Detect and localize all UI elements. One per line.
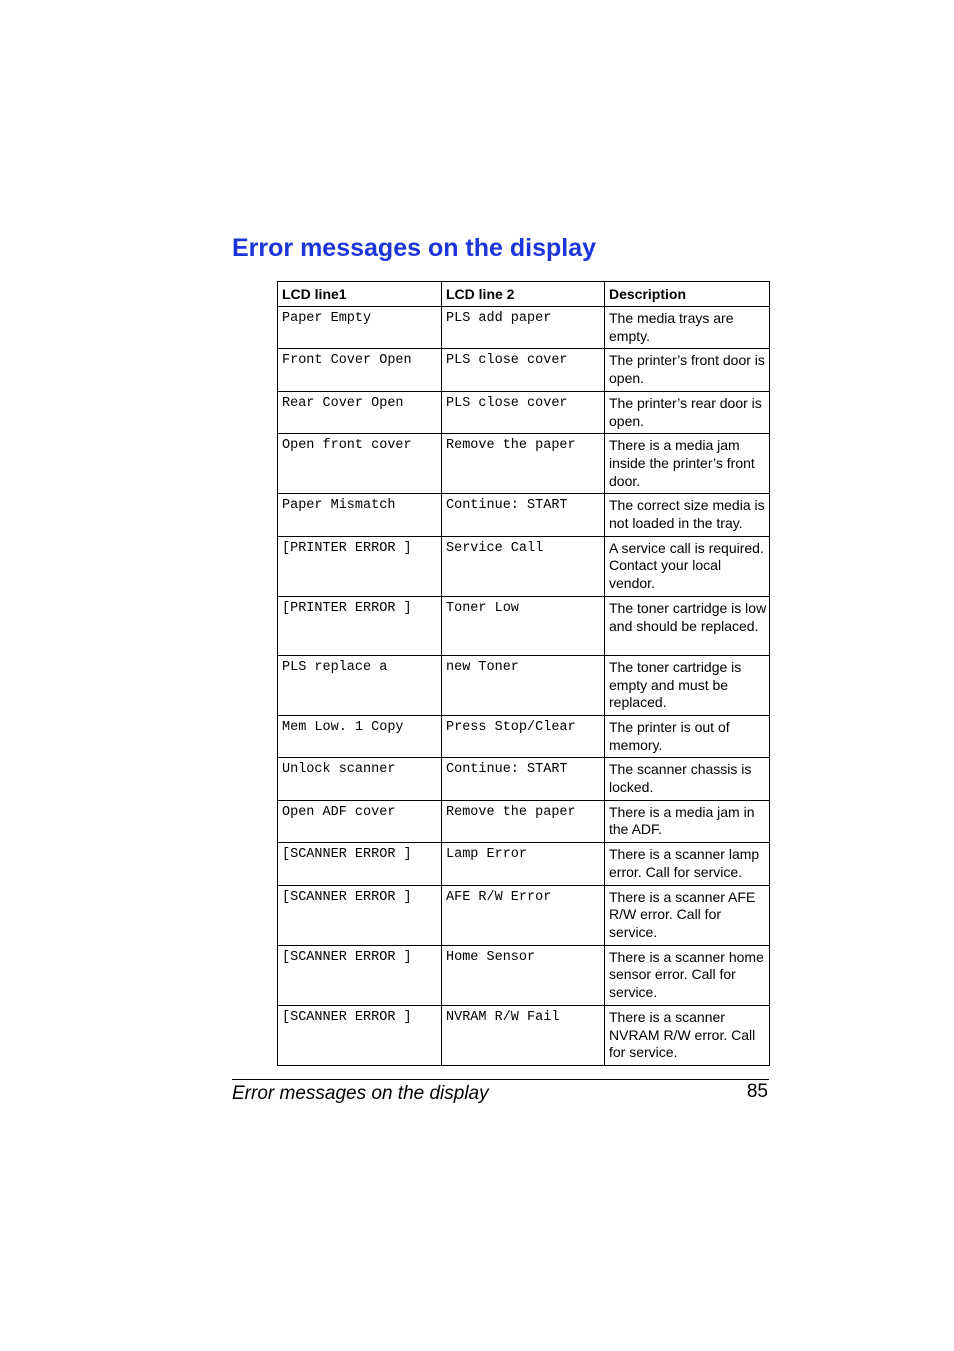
page-number: 85 [746,1081,768,1102]
description-cell: There is a scanner lamp error. Call for service. [605,843,770,885]
table-row [278,885,770,945]
table-row [278,349,770,391]
description-cell: There is a scanner NVRAM R/W error. Call for service. [605,1005,770,1065]
lcd-line2-cell: Press Stop/Clear [442,715,605,757]
description-cell: There is a scanner home sensor error. Call for service. [605,945,770,1005]
lcd-line1-cell: Unlock scanner [278,758,442,800]
description-cell: The media trays are empty. [605,307,770,349]
footer-divider [232,1079,769,1080]
lcd-line1-cell: [SCANNER ERROR ] [278,945,442,1005]
table-header-row [278,282,770,307]
lcd-line1-cell: [PRINTER ERROR ] [278,596,442,655]
lcd-line2-cell: PLS close cover [442,349,605,391]
description-cell: The correct size media is not loaded in the tray. [605,494,770,536]
lcd-line1-cell: [PRINTER ERROR ] [278,536,442,596]
description-cell: There is a media jam in the ADF. [605,800,770,842]
lcd-line1-cell: Mem Low. 1 Copy [278,715,442,757]
description-cell: The toner cartridge is low and should be replaced. [605,596,770,655]
description-cell: There is a media jam inside the printer’s front door. [605,434,770,494]
error-messages-table [277,281,770,1066]
table-row [278,758,770,800]
table-row [278,494,770,536]
table-row [278,391,770,433]
lcd-line1-cell: Paper Mismatch [278,494,442,536]
lcd-line1-cell: [SCANNER ERROR ] [278,1005,442,1065]
lcd-line1-cell: Open ADF cover [278,800,442,842]
lcd-line1-cell: Rear Cover Open [278,391,442,433]
page-title: Error messages on the display [232,234,597,262]
column-header-description: Description [605,282,770,307]
lcd-line2-cell: Continue: START [442,494,605,536]
footer-section-title: Error messages on the display [232,1083,489,1104]
description-cell: The printer is out of memory. [605,715,770,757]
lcd-line1-cell: PLS replace a [278,655,442,715]
table-row [278,1005,770,1065]
description-cell: The printer’s front door is open. [605,349,770,391]
table-row [278,434,770,494]
table-row [278,800,770,842]
lcd-line1-cell: [SCANNER ERROR ] [278,885,442,945]
lcd-line2-cell: Home Sensor [442,945,605,1005]
description-cell: A service call is required. Contact your local vendor. [605,536,770,596]
description-cell: The scanner chassis is locked. [605,758,770,800]
table-row [278,945,770,1005]
lcd-line1-cell: [SCANNER ERROR ] [278,843,442,885]
description-cell: There is a scanner AFE R/W error. Call for service. [605,885,770,945]
table-row [278,596,770,655]
description-cell: The printer’s rear door is open. [605,391,770,433]
lcd-line2-cell: Lamp Error [442,843,605,885]
column-header-lcd-line1: LCD line1 [278,282,442,307]
lcd-line2-cell: Toner Low [442,596,605,655]
lcd-line1-cell: Paper Empty [278,307,442,349]
table-row [278,536,770,596]
lcd-line2-cell: NVRAM R/W Fail [442,1005,605,1065]
table-row [278,307,770,349]
lcd-line2-cell: Service Call [442,536,605,596]
table-row [278,715,770,757]
lcd-line2-cell: Remove the paper [442,800,605,842]
lcd-line2-cell: PLS close cover [442,391,605,433]
table-row [278,843,770,885]
lcd-line2-cell: new Toner [442,655,605,715]
lcd-line2-cell: Continue: START [442,758,605,800]
lcd-line2-cell: Remove the paper [442,434,605,494]
table-row [278,655,770,715]
lcd-line2-cell: PLS add paper [442,307,605,349]
description-cell: The toner cartridge is empty and must be replaced. [605,655,770,715]
lcd-line1-cell: Front Cover Open [278,349,442,391]
lcd-line1-cell: Open front cover [278,434,442,494]
column-header-lcd-line2: LCD line 2 [442,282,605,307]
lcd-line2-cell: AFE R/W Error [442,885,605,945]
